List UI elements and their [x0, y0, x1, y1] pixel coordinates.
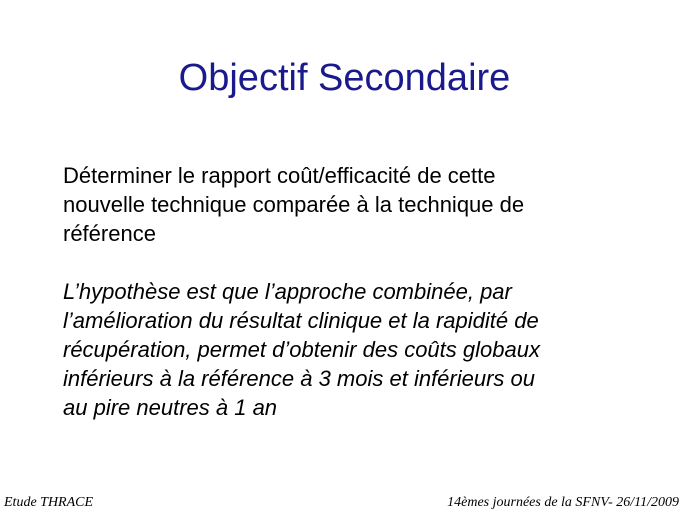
paragraph-objective	[63, 161, 673, 248]
paragraph-line: référence	[63, 221, 156, 246]
paragraph-line: L’hypothèse est que l’approche combinée, par	[63, 279, 512, 304]
paragraph-hypothesis	[63, 277, 673, 422]
footer-event-date: 14èmes journées de la SFNV- 26/11/2009	[447, 495, 679, 510]
footer-study-name: Etude THRACE	[4, 495, 94, 510]
paragraph-line: l’amélioration du résultat clinique et la rapidité de	[63, 308, 539, 333]
paragraph-line: nouvelle technique comparée à la technique de	[63, 192, 525, 217]
paragraph-line: Déterminer le rapport coût/efficacité de cette	[63, 163, 496, 188]
slide-title: Objectif Secondaire	[178, 57, 511, 99]
slide-body	[63, 161, 673, 422]
paragraph-line: inférieurs à la référence à 3 mois et inférieurs ou	[63, 366, 536, 391]
paragraph-line: récupération, permet d’obtenir des coûts globaux	[63, 337, 540, 362]
paragraph-line: au pire neutres à 1 an	[63, 395, 278, 420]
